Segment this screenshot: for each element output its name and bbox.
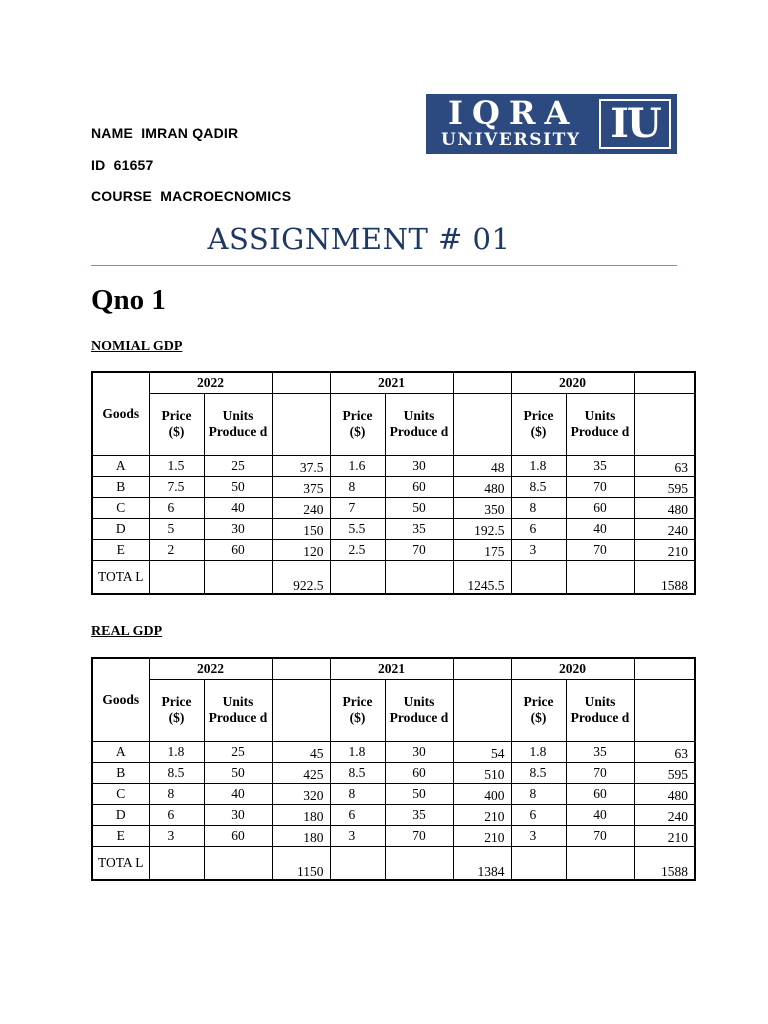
value-cell: 400 [453, 783, 511, 804]
total-label: TOTA L [92, 846, 149, 880]
price-cell: 2.5 [330, 539, 385, 560]
price-header: Price ($) [149, 679, 204, 741]
units-cell: 35 [566, 455, 634, 476]
total-value: 922.5 [272, 560, 330, 594]
table-row [92, 825, 695, 846]
logo-line1: IQRA [448, 94, 579, 132]
price-cell: 1.6 [330, 455, 385, 476]
logo-line2: UNIVERSITY [441, 130, 581, 150]
value-header-empty [634, 372, 695, 393]
total-value: 1384 [453, 846, 511, 880]
units-cell: 40 [204, 497, 272, 518]
units-cell: 50 [204, 476, 272, 497]
year-header-row [92, 372, 695, 393]
table-row [92, 476, 695, 497]
units-cell: 30 [385, 741, 453, 762]
course-line [91, 188, 291, 204]
units-cell: 35 [385, 804, 453, 825]
units-cell: 35 [566, 741, 634, 762]
units-cell: 70 [566, 476, 634, 497]
iqra-university-logo [426, 94, 677, 154]
table-row [92, 783, 695, 804]
units-cell: 70 [566, 825, 634, 846]
price-cell: 1.8 [149, 741, 204, 762]
units-cell: 70 [385, 539, 453, 560]
units-cell: 60 [566, 783, 634, 804]
value-cell: 210 [453, 804, 511, 825]
good-cell: B [92, 762, 149, 783]
units-cell: 35 [385, 518, 453, 539]
value-cell: 48 [453, 455, 511, 476]
year-header: 2020 [511, 658, 634, 679]
total-row [92, 560, 695, 594]
value-cell: 63 [634, 455, 695, 476]
logo-mark: IU [599, 99, 671, 149]
price-cell: 2 [149, 539, 204, 560]
value-cell: 45 [272, 741, 330, 762]
student-id-line [91, 157, 154, 173]
price-cell: 3 [511, 825, 566, 846]
price-cell: 8.5 [330, 762, 385, 783]
price-cell: 8 [330, 476, 385, 497]
units-cell: 60 [204, 539, 272, 560]
price-cell: 5 [149, 518, 204, 539]
student-name-line [91, 125, 238, 141]
year-header: 2021 [330, 372, 453, 393]
value-cell: 150 [272, 518, 330, 539]
total-empty [566, 846, 634, 880]
total-empty [204, 560, 272, 594]
year-header: 2021 [330, 658, 453, 679]
price-cell: 8.5 [511, 476, 566, 497]
units-cell: 25 [204, 741, 272, 762]
units-cell: 40 [566, 804, 634, 825]
total-empty [511, 846, 566, 880]
units-header: Units Produce d [385, 679, 453, 741]
price-header: Price ($) [330, 393, 385, 455]
price-cell: 3 [511, 539, 566, 560]
total-empty [385, 846, 453, 880]
id-value: 61657 [113, 157, 154, 173]
good-cell: D [92, 518, 149, 539]
total-empty [149, 846, 204, 880]
total-value: 1588 [634, 560, 695, 594]
good-cell: E [92, 539, 149, 560]
units-cell: 50 [385, 497, 453, 518]
value-cell: 595 [634, 476, 695, 497]
price-cell: 1.8 [511, 741, 566, 762]
good-cell: A [92, 455, 149, 476]
value-cell: 63 [634, 741, 695, 762]
good-cell: A [92, 741, 149, 762]
good-cell: C [92, 497, 149, 518]
value-header-empty [453, 372, 511, 393]
table-row [92, 741, 695, 762]
course-label: COURSE [91, 188, 153, 204]
price-cell: 8 [330, 783, 385, 804]
units-cell: 50 [385, 783, 453, 804]
price-cell: 8.5 [511, 762, 566, 783]
value-header-empty [272, 372, 330, 393]
units-header: Units Produce d [566, 679, 634, 741]
units-cell: 40 [204, 783, 272, 804]
value-cell: 180 [272, 804, 330, 825]
value-header-empty [272, 658, 330, 679]
goods-header: Goods [92, 372, 149, 455]
units-header: Units Produce d [566, 393, 634, 455]
units-cell: 50 [204, 762, 272, 783]
total-empty [330, 846, 385, 880]
units-header: Units Produce d [385, 393, 453, 455]
value-cell: 595 [634, 762, 695, 783]
value-header-blank [634, 679, 695, 741]
table-row [92, 539, 695, 560]
units-cell: 25 [204, 455, 272, 476]
year-header-row [92, 658, 695, 679]
goods-header: Goods [92, 658, 149, 741]
nominal-gdp-table [91, 371, 696, 595]
value-cell: 240 [272, 497, 330, 518]
value-cell: 240 [634, 518, 695, 539]
value-cell: 240 [634, 804, 695, 825]
value-cell: 350 [453, 497, 511, 518]
question-heading: Qno 1 [91, 284, 166, 316]
value-cell: 320 [272, 783, 330, 804]
name-value: IMRAN QADIR [141, 125, 239, 141]
table-row [92, 455, 695, 476]
price-cell: 8 [511, 497, 566, 518]
price-header: Price ($) [149, 393, 204, 455]
price-cell: 7.5 [149, 476, 204, 497]
total-value: 1150 [272, 846, 330, 880]
units-cell: 60 [566, 497, 634, 518]
units-cell: 30 [385, 455, 453, 476]
units-header: Units Produce d [204, 393, 272, 455]
total-empty [566, 560, 634, 594]
value-cell: 37.5 [272, 455, 330, 476]
nominal-gdp-label: NOMIAL GDP [91, 339, 183, 354]
total-row [92, 846, 695, 880]
total-empty [204, 846, 272, 880]
price-cell: 6 [511, 804, 566, 825]
total-label: TOTA L [92, 560, 149, 594]
good-cell: C [92, 783, 149, 804]
price-cell: 8 [149, 783, 204, 804]
value-cell: 210 [634, 539, 695, 560]
units-cell: 40 [566, 518, 634, 539]
year-header: 2020 [511, 372, 634, 393]
real-gdp-table [91, 657, 696, 881]
value-cell: 480 [453, 476, 511, 497]
assignment-title: ASSIGNMENT # 01 [207, 222, 511, 256]
price-cell: 1.8 [330, 741, 385, 762]
value-cell: 175 [453, 539, 511, 560]
total-empty [330, 560, 385, 594]
units-header: Units Produce d [204, 679, 272, 741]
value-cell: 120 [272, 539, 330, 560]
year-header: 2022 [149, 658, 272, 679]
units-cell: 70 [566, 539, 634, 560]
title-divider [91, 265, 677, 266]
value-header-empty [634, 658, 695, 679]
value-header-blank [453, 393, 511, 455]
good-cell: E [92, 825, 149, 846]
value-cell: 425 [272, 762, 330, 783]
value-cell: 480 [634, 497, 695, 518]
value-cell: 210 [453, 825, 511, 846]
price-cell: 1.8 [511, 455, 566, 476]
total-empty [511, 560, 566, 594]
total-value: 1588 [634, 846, 695, 880]
price-cell: 5.5 [330, 518, 385, 539]
value-cell: 210 [634, 825, 695, 846]
value-header-blank [634, 393, 695, 455]
year-header: 2022 [149, 372, 272, 393]
value-header-blank [272, 679, 330, 741]
units-cell: 60 [385, 762, 453, 783]
price-cell: 6 [149, 804, 204, 825]
price-cell: 8.5 [149, 762, 204, 783]
total-value: 1245.5 [453, 560, 511, 594]
total-empty [149, 560, 204, 594]
value-cell: 375 [272, 476, 330, 497]
value-cell: 54 [453, 741, 511, 762]
value-header-blank [272, 393, 330, 455]
total-empty [385, 560, 453, 594]
price-cell: 8 [511, 783, 566, 804]
price-cell: 6 [511, 518, 566, 539]
value-cell: 510 [453, 762, 511, 783]
column-header-row [92, 393, 695, 455]
name-label: NAME [91, 125, 134, 141]
price-cell: 1.5 [149, 455, 204, 476]
units-cell: 30 [204, 518, 272, 539]
value-cell: 180 [272, 825, 330, 846]
table-row [92, 762, 695, 783]
table-row [92, 518, 695, 539]
price-cell: 7 [330, 497, 385, 518]
units-cell: 70 [566, 762, 634, 783]
value-cell: 480 [634, 783, 695, 804]
value-header-empty [453, 658, 511, 679]
real-gdp-label: REAL GDP [91, 624, 163, 639]
value-cell: 192.5 [453, 518, 511, 539]
price-header: Price ($) [511, 393, 566, 455]
units-cell: 60 [204, 825, 272, 846]
course-value: MACROECNOMICS [160, 188, 292, 204]
units-cell: 60 [385, 476, 453, 497]
price-header: Price ($) [511, 679, 566, 741]
good-cell: D [92, 804, 149, 825]
table-row [92, 804, 695, 825]
units-cell: 30 [204, 804, 272, 825]
price-cell: 6 [330, 804, 385, 825]
price-header: Price ($) [330, 679, 385, 741]
price-cell: 3 [149, 825, 204, 846]
table-row [92, 497, 695, 518]
units-cell: 70 [385, 825, 453, 846]
price-cell: 3 [330, 825, 385, 846]
id-label: ID [91, 157, 106, 173]
value-header-blank [453, 679, 511, 741]
good-cell: B [92, 476, 149, 497]
column-header-row [92, 679, 695, 741]
price-cell: 6 [149, 497, 204, 518]
